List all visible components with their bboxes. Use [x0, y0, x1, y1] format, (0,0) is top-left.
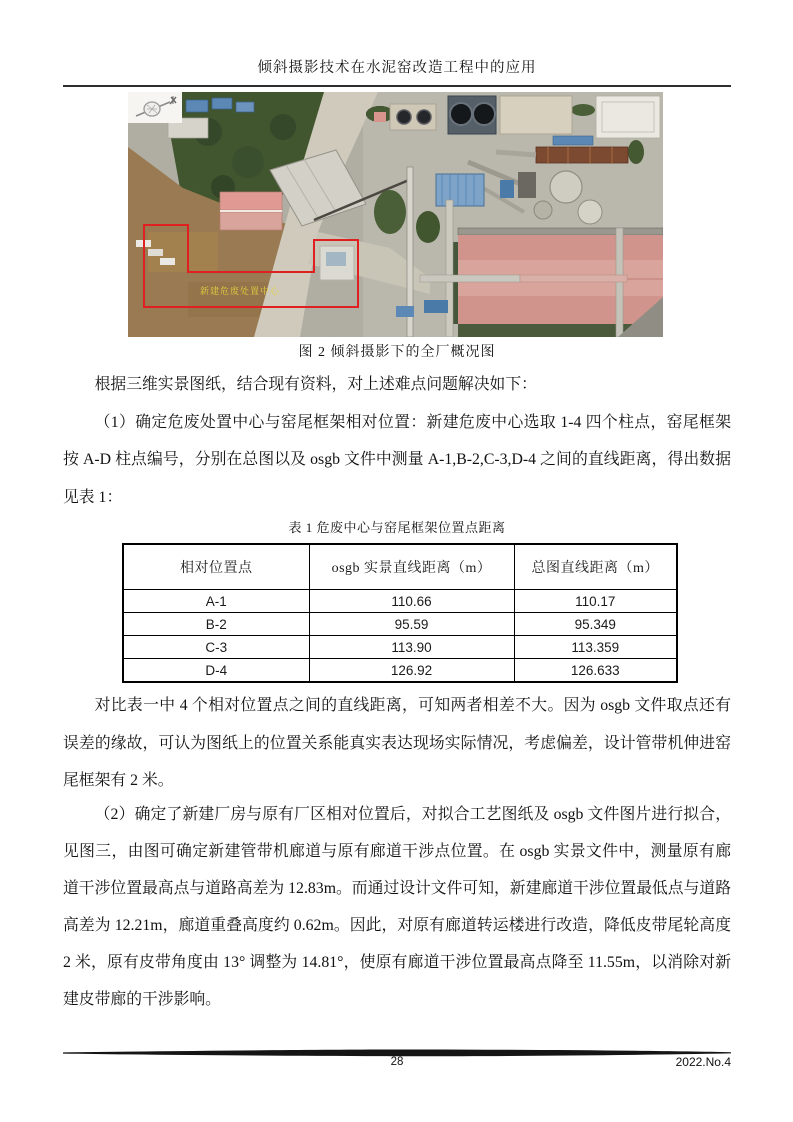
- cooling-fan: [397, 110, 411, 124]
- footer-issue-label: 2022.No.4: [675, 1055, 731, 1069]
- tree: [571, 104, 595, 116]
- table-cell: C-3: [123, 636, 309, 659]
- table-cell: 113.359: [514, 636, 677, 659]
- table-cell: 126.633: [514, 659, 677, 683]
- gantry-vertical: [616, 228, 623, 337]
- aerial-photo-figure: [128, 92, 663, 337]
- tree-strip: [374, 190, 406, 234]
- blue-shed: [236, 102, 254, 112]
- table-row: [123, 659, 677, 683]
- table-cell: A-1: [123, 590, 309, 613]
- beige-building: [500, 96, 572, 134]
- rotary-kiln: [536, 147, 628, 163]
- gantry-horizontal: [520, 275, 627, 282]
- aerial-photo: [128, 92, 663, 337]
- table-cell: 95.59: [309, 613, 514, 636]
- tree: [270, 114, 296, 140]
- page-header-title: 倾斜摄影技术在水泥窑改造工程中的应用: [257, 60, 537, 76]
- silo-tank: [534, 201, 552, 219]
- pink-gable-building: [220, 192, 282, 230]
- paragraph-point-1: （1）确定危废处置中心与窑尾框架相对位置：新建危废中心选取 1-4 四个柱点，窑尾框架按 A-D 柱点编号，分别在总图以及 osgb 文件中测量 A-1,B-2,C-3,D-4 之间的直线距离，得出数据见表 1：: [63, 413, 731, 506]
- paragraph-intro: 根据三维实景图纸，结合现有资料，对上述难点问题解决如下：: [94, 376, 537, 393]
- slab-blue-cover: [326, 252, 346, 266]
- pink-box: [374, 112, 386, 122]
- figure-caption: 图 2 倾斜摄影下的全厂概况图: [298, 345, 496, 360]
- body-text-block-3: [63, 796, 731, 1018]
- blue-ridged-building: [436, 174, 484, 206]
- footer-page-number: 28: [390, 1056, 404, 1068]
- table-cell: B-2: [123, 613, 309, 636]
- blue-shed: [396, 306, 414, 317]
- header-divider: [63, 85, 731, 87]
- table-row: [123, 636, 677, 659]
- table-header-cell: osgb 实景直线距离（m）: [309, 544, 514, 590]
- table-caption: 表 1 危废中心与窑尾框架位置点距离: [288, 520, 506, 535]
- truck: [148, 249, 163, 256]
- table-row: [123, 613, 677, 636]
- cooling-fan-large: [450, 103, 472, 125]
- gantry-horizontal: [420, 275, 520, 282]
- pipe: [496, 152, 536, 155]
- blue-equipment: [500, 180, 514, 198]
- table-header-cell: 相对位置点: [123, 544, 309, 590]
- table-row: [123, 590, 677, 613]
- table-header-row: [123, 544, 677, 590]
- gantry-vertical: [446, 200, 453, 337]
- blue-shed-long: [553, 136, 593, 145]
- compass-icon: [128, 92, 182, 123]
- table-cell: 126.92: [309, 659, 514, 683]
- paragraph-point-2: （2）确定了新建厂房与原有厂区相对位置后，对拟合工艺图纸及 osgb 文件图片进行拟合，见图三，由图可确定新建管带机廊道与原有廊道干涉点位置。在 osgb 实景文件中，测量原有廊道干涉位置最高点与道路高差为 12.83m。而通过设计文件可知，新建廊道干涉位置最低点与道路高差为 12.21m，廊道重叠高度约 0.62m。因此，对原有廊道转运楼进行改造，降低皮带尾轮高度 2 米，原有皮带角度由 13° 调整为 14.81°，使原有廊道干涉位置最高点降至 11.55m，以消除对新建皮带廊的干涉影响。: [63, 806, 731, 1008]
- blue-shed: [186, 100, 208, 112]
- overlay-label: 新建危废处置中心: [200, 286, 281, 296]
- cooling-fan: [417, 110, 431, 124]
- silo-tank: [578, 200, 602, 224]
- tree: [232, 146, 264, 178]
- table-cell: 110.66: [309, 590, 514, 613]
- table-header-cell: 总图直线距离（m）: [514, 544, 677, 590]
- body-text-block-1: [63, 366, 731, 516]
- distance-table: [122, 543, 678, 683]
- table-cell: 113.90: [309, 636, 514, 659]
- body-text-block-2: [63, 687, 731, 800]
- tree: [628, 140, 644, 164]
- cooling-fan-large: [473, 103, 495, 125]
- table-cell: D-4: [123, 659, 309, 683]
- blue-shed: [424, 300, 448, 313]
- tree-strip: [416, 211, 440, 243]
- pink-warehouse-roof: [450, 228, 663, 337]
- equipment-block: [518, 172, 536, 198]
- blue-shed: [212, 98, 232, 109]
- table-cell: 95.349: [514, 613, 677, 636]
- truck: [160, 258, 175, 265]
- paragraph-analysis: 对比表一中 4 个相对位置点之间的直线距离，可知两者相差不大。因为 osgb 文件取点还有误差的缘故，可认为图纸上的位置关系能真实表达现场实际情况，考虑偏差，设计管带机伸进窑尾框架有 2 米。: [63, 697, 731, 789]
- silo-tank: [550, 171, 582, 203]
- table-cell: 110.17: [514, 590, 677, 613]
